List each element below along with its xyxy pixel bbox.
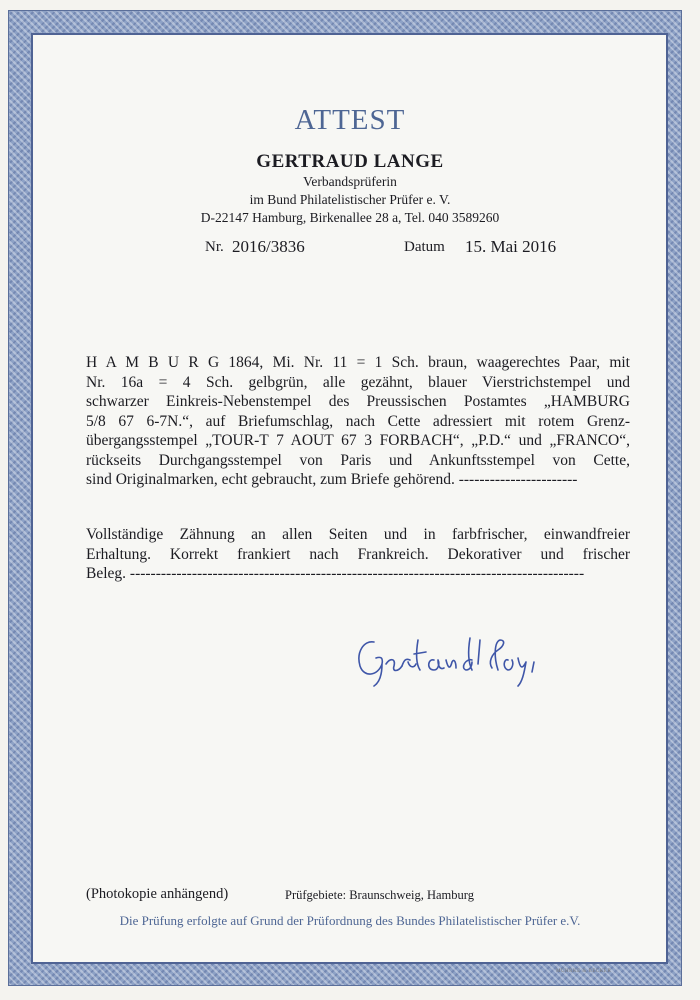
condition-line: Erhaltung. Korrekt frankiert nach Frankreich. Dekorativer und frischer: [86, 545, 630, 563]
handwritten-signature: [352, 628, 582, 688]
description-line: rückseits Durchgangsstempel von Paris und Ankunftsstempel von Cette,: [86, 451, 630, 469]
description-line: übergangsstempel „TOUR-T 7 AOUT 67 3 FORBACH“, „P.D.“ und „FRANCO“,: [86, 432, 630, 449]
number-label: Nr.: [205, 239, 224, 255]
photocopy-note: (Photokopie anhängend): [86, 886, 229, 902]
examiner-name: GERTRAUD LANGE: [256, 151, 444, 172]
description-line: sind Originalmarken, echt gebraucht, zum Briefe gehörend. -----------------------: [86, 471, 578, 488]
description-paragraph: [86, 353, 630, 490]
description-line: schwarzer Einkreis-Nebenstempel des Preussischen Postamtes „HAMBURG: [86, 393, 630, 410]
description-line: 5/8 67 6-7N.“, auf Briefumschlag, nach Cette adressiert mit rotem Grenz-: [86, 412, 630, 430]
condition-line: Vollständige Zähnung an allen Seiten und in farbfrischer, einwandfreier: [86, 526, 630, 543]
date-label: Datum: [404, 239, 445, 255]
examiner-role: Verbandsprüferin: [303, 174, 397, 189]
examination-areas: Prüfgebiete: Braunschweig, Hamburg: [285, 888, 474, 902]
condition-line: Beleg. ----------------------------------------------------------------------------------------: [86, 565, 585, 582]
regulation-footer: Die Prüfung erfolgte auf Grund der Prüfordnung des Bundes Philatelistischer Prüfer e.V.: [119, 913, 581, 928]
certificate-number: 2016/3836: [232, 237, 305, 256]
examiner-address: D-22147 Hamburg, Birkenallee 28 a, Tel. 040 3589260: [200, 210, 500, 225]
description-line: H A M B U R G 1864, Mi. Nr. 11 = 1 Sch. braun, waagerechtes Paar, mit: [86, 354, 630, 371]
description-line: Nr. 16a = 4 Sch. gelbgrün, alle gezähnt, blauer Vierstrichstempel und: [86, 373, 630, 391]
certificate-date: 15. Mai 2016: [465, 237, 557, 256]
examiner-organization: im Bund Philatelistischer Prüfer e. V.: [249, 192, 451, 207]
printer-mark: MÜHRKE & BECKER: [556, 969, 612, 974]
document-title: ATTEST: [294, 104, 406, 136]
condition-paragraph: [86, 525, 630, 584]
